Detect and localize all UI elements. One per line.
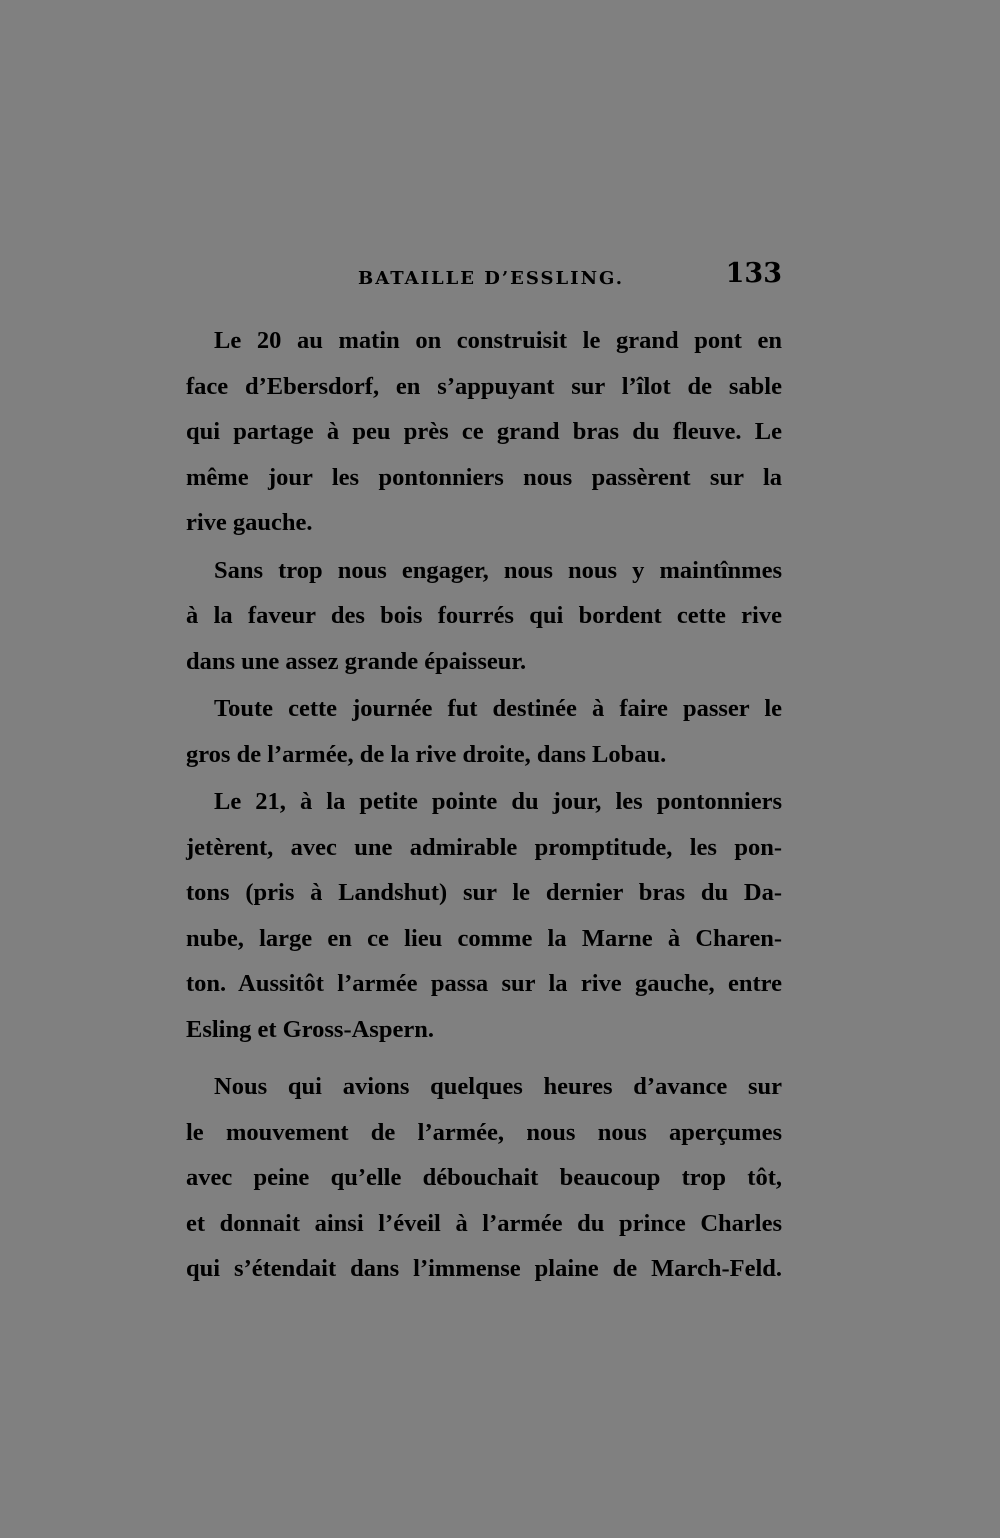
text-line: ton. Aussitôt l’armée passa sur la rive gauche, entre: [186, 970, 782, 997]
paragraph-2: [186, 548, 782, 685]
text-line: nube, large en ce lieu comme la Marne à Charen-: [186, 924, 782, 952]
text-line: Le 21, à la petite pointe du jour, les pontonniers: [214, 788, 782, 815]
text-line: Toute cette journée fut destinée à faire passer le: [214, 695, 782, 722]
paragraph-4: [186, 779, 782, 1052]
text-line: gros de l’armée, de la rive droite, dans Lobau.: [186, 740, 667, 768]
text-line: Nous qui avions quelques heures d’avance sur: [214, 1073, 782, 1100]
text-line: Sans trop nous engager, nous nous y maintînmes: [214, 556, 782, 584]
text-line: rive gauche.: [186, 509, 313, 536]
body-text: [186, 318, 782, 1292]
text-line: qui s’étendait dans l’immense plaine de March-Feld.: [186, 1255, 782, 1282]
text-line: Esling et Gross-Aspern.: [186, 1015, 434, 1043]
running-head: [186, 258, 782, 298]
running-title: BATAILLE D’ESSLING.: [358, 268, 625, 289]
text-line: tons (pris à Landshut) sur le dernier bras du Da-: [186, 879, 782, 906]
page-number: 133: [725, 258, 782, 289]
text-line: qui partage à peu près ce grand bras du fleuve. Le: [186, 418, 782, 445]
text-line: jetèrent, avec une admirable promptitude, les pon-: [186, 833, 782, 861]
text-line: dans une assez grande épaisseur.: [186, 647, 527, 675]
text-line: face d’Ebersdorf, en s’appuyant sur l’îlot de sable: [186, 372, 782, 400]
text-line: même jour les pontonniers nous passèrent sur la: [186, 463, 782, 491]
paragraph-1: [186, 318, 782, 546]
text-line: à la faveur des bois fourrés qui bordent cette rive: [186, 602, 782, 629]
text-line: et donnait ainsi l’éveil à l’armée du prince Charles: [186, 1209, 782, 1237]
paragraph-5: [186, 1064, 782, 1292]
text-line: Le 20 au matin on construisit le grand pont en: [214, 327, 782, 354]
text-line: avec peine qu’elle débouchait beaucoup trop tôt,: [186, 1164, 782, 1191]
paragraph-3: [186, 686, 782, 777]
text-line: le mouvement de l’armée, nous nous aperçumes: [186, 1118, 782, 1146]
